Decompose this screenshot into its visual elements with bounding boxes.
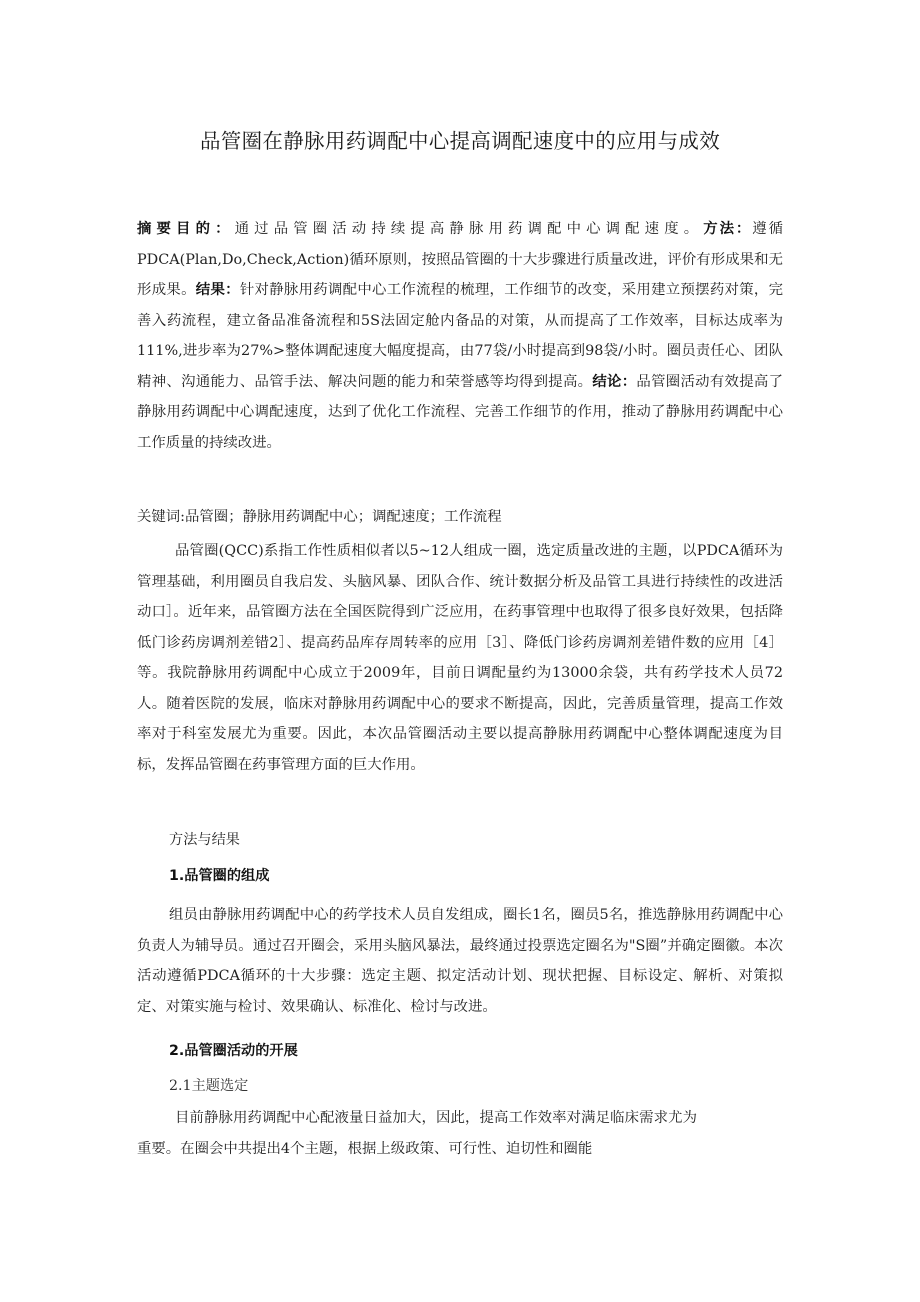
intro-paragraph: 品管圈(QCC)系指工作性质相似者以5~12人组成一圈，选定质量改进的主题，以PDCA循环为管理基础，利用圈员自我启发、头脑风暴、团队合作、统计数据分析及品管工具进行持续性的改进活动口］。近年来，品管圈方法在全国医院得到广泛应用，在药事管理中也取得了很多良好效果，包括降低门诊药房调剂差错2］、提高药品库存周转率的应用［3］、降低门诊药房调剂差错件数的应用［4］等。我院静脉用药调配中心成立于2009年，目前日调配量约为13000余袋，共有药学技术人员72人。随着医院的发展，临床对静脉用药调配中心的要求不断提高，因此，完善质量管理，提高工作效率对于科室发展尤为重要。因此，本次品管圈活动主要以提高静脉用药调配中心整体调配速度为目标，发挥品管圈在药事管理方面的巨大作用。 — [137, 543, 783, 773]
heading-methods-results: 方法与结果 — [169, 832, 240, 848]
section-1-paragraph: 组员由静脉用药调配中心的药学技术人员自发组成，圈长1名，圈员5名，推选静脉用药调配中心负责人为辅导员。通过召开圈会，采用头脑风暴法，最终通过投票选定圈名为"S圈”并确定圈徽。本次活动遵循PDCA循环的十大步骤：选定主题、拟定活动计划、现状把握、目标设定、解析、对策拟定、对策实施与检讨、效果确认、标准化、检讨与改进。 — [137, 907, 783, 1015]
abstract-method-label: 方法： — [703, 221, 753, 237]
abstract-paragraph — [137, 214, 783, 458]
introduction — [137, 536, 783, 780]
abstract-objective-text: 通过品管圈活动持续提高静脉用药调配中心调配速度。 — [234, 221, 704, 237]
abstract-conclusion-text: 品管圈活动有效提高了静脉用药调配中心调配速度，达到了优化工作流程、完善工作细节的作用，推动了静脉用药调配中心工作质量的持续改进。 — [137, 373, 783, 451]
section-theme-selection — [137, 1103, 697, 1164]
heading-theme-selection: 2.1主题选定 — [169, 1078, 249, 1094]
abstract-method-text: 遵循PDCA(Plan,Do,Check,Action)循环原则，按照品管圈的十大步骤进行质量改进，评价有形成果和无形成果。 — [137, 221, 783, 298]
heading-circle-activities: 2.品管圈活动的开展 — [169, 1043, 298, 1059]
abstract — [137, 214, 783, 458]
document-title: 品管圈在静脉用药调配中心提高调配速度中的应用与成效 — [200, 129, 720, 153]
keywords-line: 关键词:品管圈；静脉用药调配中心；调配速度；工作流程 — [137, 509, 502, 525]
abstract-objective-label: 摘要目的： — [137, 221, 235, 237]
section-2-1-paragraph: 目前静脉用药调配中心配液量日益加大，因此，提高工作效率对满足临床需求尤为重要。在圈会中共提出4个主题，根据上级政策、可行性、迫切性和圈能 — [137, 1110, 697, 1157]
heading-circle-composition: 1.品管圈的组成 — [169, 868, 270, 884]
abstract-result-text: 针对静脉用药调配中心工作流程的梳理，工作细节的改变，采用建立预摆药对策，完善入药流程，建立备品准备流程和5S法固定舱内备品的对策，从而提高了工作效率，目标达成率为111%,进步率为27%>整体调配速度大幅度提高，由77袋/小时提高到98袋/小时。圈员责任心、团队精神、沟通能力、品管手法、解决问题的能力和荣誉感等均得到提高。 — [137, 282, 783, 390]
abstract-result-label: 结果： — [195, 282, 240, 298]
abstract-conclusion-label: 结论： — [592, 373, 637, 390]
section-circle-composition — [137, 900, 783, 1022]
